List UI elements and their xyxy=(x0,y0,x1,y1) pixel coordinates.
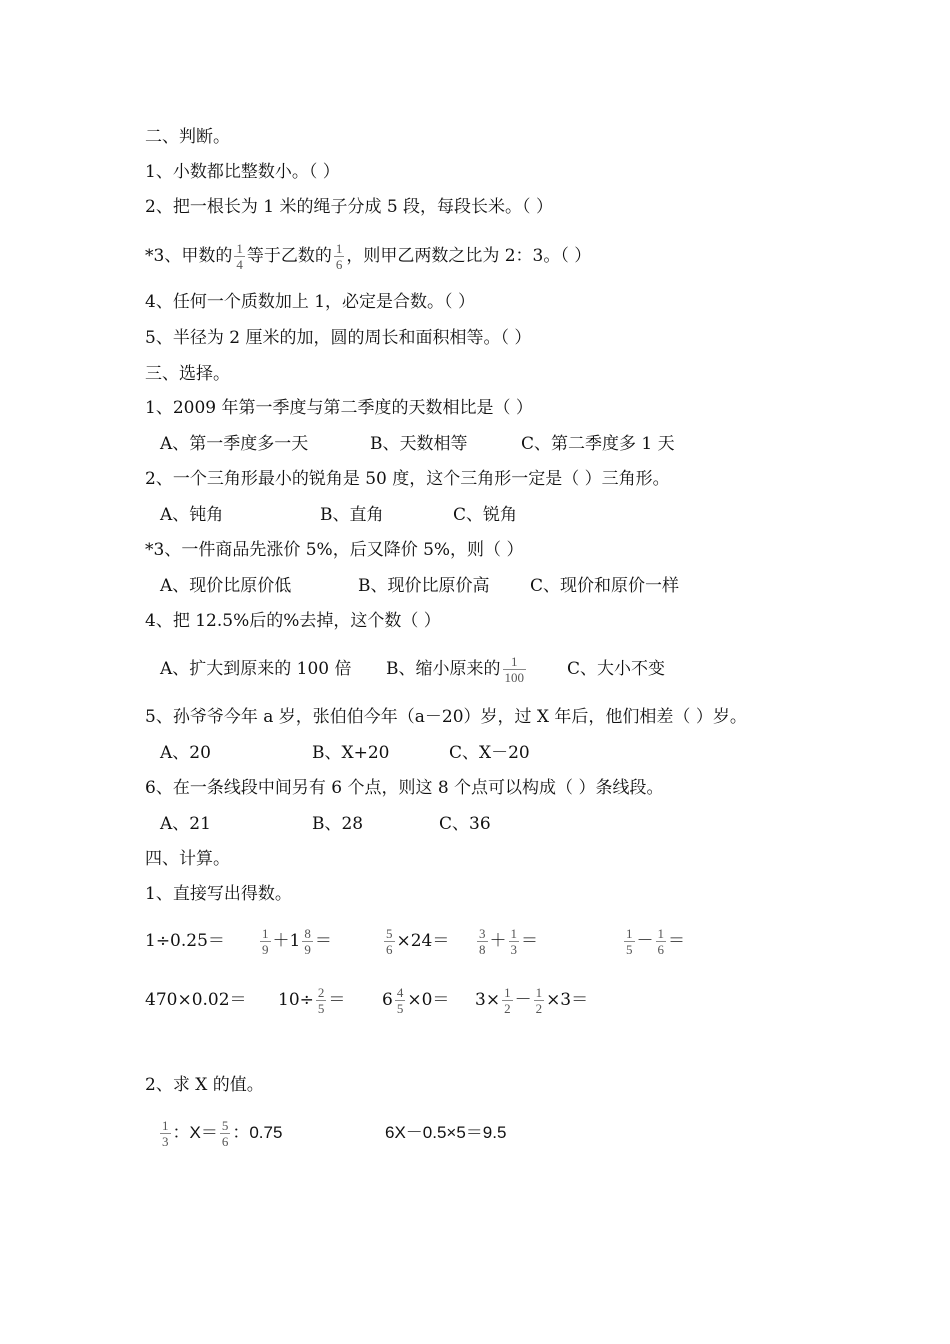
option-b: B、缩小原来的 $\frac{1}{100}$ xyxy=(386,654,524,685)
choice-options-2 xyxy=(0,503,950,527)
expr: 1÷0.25＝ xyxy=(145,931,225,951)
choice-question-3: *3、一件商品先涨价 5%，后又降价 5%，则（ ） xyxy=(145,540,524,560)
expr: $\frac{3}{8}$ ＋ $\frac{1}{3}$ ＝ xyxy=(479,926,538,957)
option-c: C、锐角 xyxy=(453,505,518,525)
expr: 3× $\frac{1}{2}$ － $\frac{1}{2}$ ×3＝ xyxy=(475,985,589,1016)
option-b: B、28 xyxy=(312,814,364,834)
fraction: $\frac{1}{100}$ xyxy=(504,654,524,685)
option-a: A、扩大到原来的 100 倍 xyxy=(160,659,352,679)
choice-question-5: 5、孙爷爷今年 a 岁，张伯伯今年（a－20）岁，过 X 年后，他们相差（ ）岁。 xyxy=(145,707,747,727)
fraction: $\frac{1}{4}$ xyxy=(236,241,243,272)
option-b: B、天数相等 xyxy=(370,434,468,454)
expr: 10÷ $\frac{2}{5}$ ＝ xyxy=(278,985,346,1016)
option-c: C、现价和原价一样 xyxy=(530,576,680,596)
choice-options-5 xyxy=(0,741,950,765)
choice-options-4 xyxy=(0,649,950,689)
option-a: A、现价比原价低 xyxy=(160,576,292,596)
option-c: C、第二季度多 1 天 xyxy=(521,434,675,454)
expr: $\frac{1}{9}$ ＋1 $\frac{8}{9}$ ＝ xyxy=(262,926,332,957)
section-heading-choice: 三、选择。 xyxy=(145,364,230,384)
choice-options-1 xyxy=(0,432,950,456)
calc-subheading-1: 1、直接写出得数。 xyxy=(145,884,292,904)
judgement-question-2: 2、把一根长为 1 米的绳子分成 5 段，每段长米。（ ） xyxy=(145,197,553,217)
choice-options-6 xyxy=(0,812,950,836)
expr: $\frac{1}{5}$ － $\frac{1}{6}$ ＝ xyxy=(626,926,685,957)
option-a: A、20 xyxy=(160,743,211,763)
judgement-question-5: 5、半径为 2 厘米的加，圆的周长和面积相等。（ ） xyxy=(145,328,532,348)
judgement-question-4: 4、任何一个质数加上 1，必定是合数。（ ） xyxy=(145,292,475,312)
fraction: $\frac{1}{6}$ xyxy=(335,241,343,272)
option-c: C、X－20 xyxy=(449,743,530,763)
calc-row-1 xyxy=(0,921,950,961)
equation-2: 6X－0.5×5＝9.5 xyxy=(385,1123,507,1142)
judgement-question-3: *3、甲数的 $\frac{1}{4}$ 等于乙数的 $\frac{1}{6}$ ，则甲乙两数之比为 2：3。（ ） xyxy=(145,241,592,272)
option-c: C、大小不变 xyxy=(567,659,666,679)
option-b: B、直角 xyxy=(320,505,384,525)
expr: $\frac{5}{6}$ ×24＝ xyxy=(386,926,450,957)
expr: 6 $\frac{4}{5}$ ×0＝ xyxy=(382,985,450,1016)
choice-question-4: 4、把 12.5%后的%去掉，这个数（ ） xyxy=(145,611,441,631)
choice-question-2: 2、一个三角形最小的锐角是 50 度，这个三角形一定是（ ）三角形。 xyxy=(145,469,670,489)
equation-1: $\frac{1}{3}$ ：X＝ $\frac{5}{6}$ ：0.75 xyxy=(162,1118,283,1150)
judgement-question-1: 1、小数都比整数小。（ ） xyxy=(145,162,340,182)
expr: 470×0.02＝ xyxy=(145,990,247,1010)
option-a: A、第一季度多一天 xyxy=(160,434,309,454)
option-b: B、X+20 xyxy=(312,743,390,763)
option-a: A、钝角 xyxy=(160,505,224,525)
option-a: A、21 xyxy=(160,814,211,834)
calc-subheading-2: 2、求 X 的值。 xyxy=(145,1075,264,1095)
choice-question-1: 1、2009 年第一季度与第二季度的天数相比是（ ） xyxy=(145,398,533,418)
section-heading-judgement: 二、判断。 xyxy=(145,127,230,147)
choice-question-6: 6、在一条线段中间另有 6 个点，则这 8 个点可以构成（ ）条线段。 xyxy=(145,778,664,798)
option-b: B、现价比原价高 xyxy=(358,576,490,596)
section-heading-calculation: 四、计算。 xyxy=(145,849,230,869)
choice-options-3 xyxy=(0,574,950,598)
equations-row xyxy=(0,1113,950,1153)
calc-row-2 xyxy=(0,980,950,1020)
option-c: C、36 xyxy=(439,814,491,834)
